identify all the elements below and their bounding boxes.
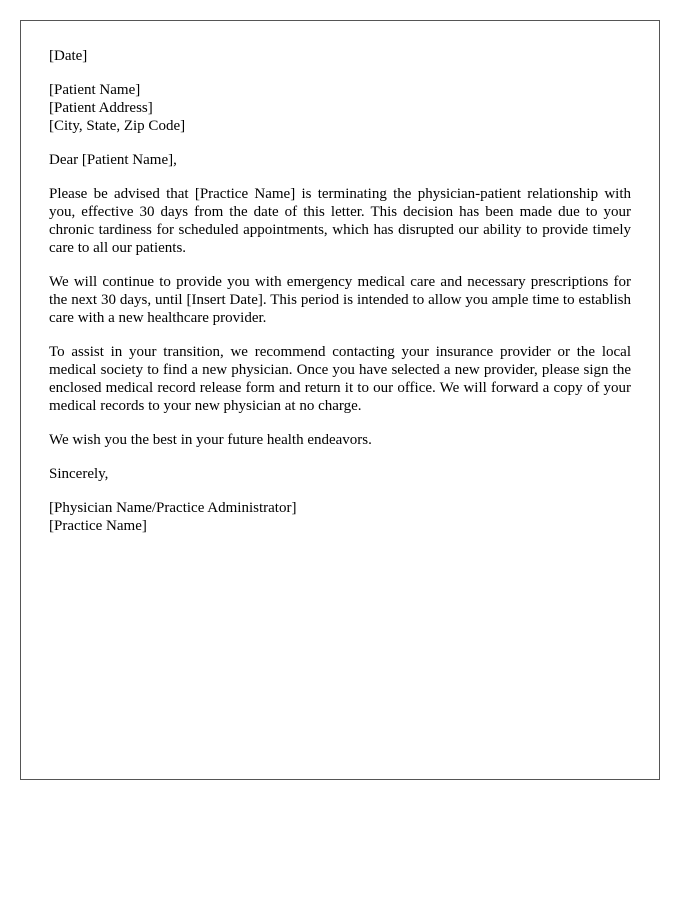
signature-block [49,499,631,535]
body-paragraph-transition: To assist in your transition, we recommend contacting your insurance provider or the local medical society to find a new physician. Once you have selected a new provider, please sign the enclosed medical record release form and return it to our office. We will forward a copy of your medical records to your new physician at no charge. [49,344,631,414]
recipient-address: [Patient Address] [49,100,153,116]
letter-date: [Date] [49,48,88,64]
body-paragraph-interim-care: We will continue to provide you with emergency medical care and necessary prescriptions for the next 30 days, until [Insert Date]. This period is intended to allow you ample time to establish care with a new healthcare provider. [49,274,631,326]
letter-page [20,20,660,780]
closing: Sincerely, [49,466,109,482]
body-paragraph-termination: Please be advised that [Practice Name] is terminating the physician-patient relationship with you, effective 30 days from the date of this letter. This decision has been made due to your chronic tardiness for scheduled appointments, which has disrupted our ability to provide timely care to all our patients. [49,186,631,256]
body-paragraph-well-wishes: We wish you the best in your future health endeavors. [49,432,372,448]
recipient-name: [Patient Name] [49,82,141,98]
recipient-address-block [49,81,631,135]
signature-name: [Physician Name/Practice Administrator] [49,500,297,516]
salutation: Dear [Patient Name], [49,152,177,168]
recipient-city-state-zip: [City, State, Zip Code] [49,118,186,134]
signature-practice: [Practice Name] [49,518,147,534]
